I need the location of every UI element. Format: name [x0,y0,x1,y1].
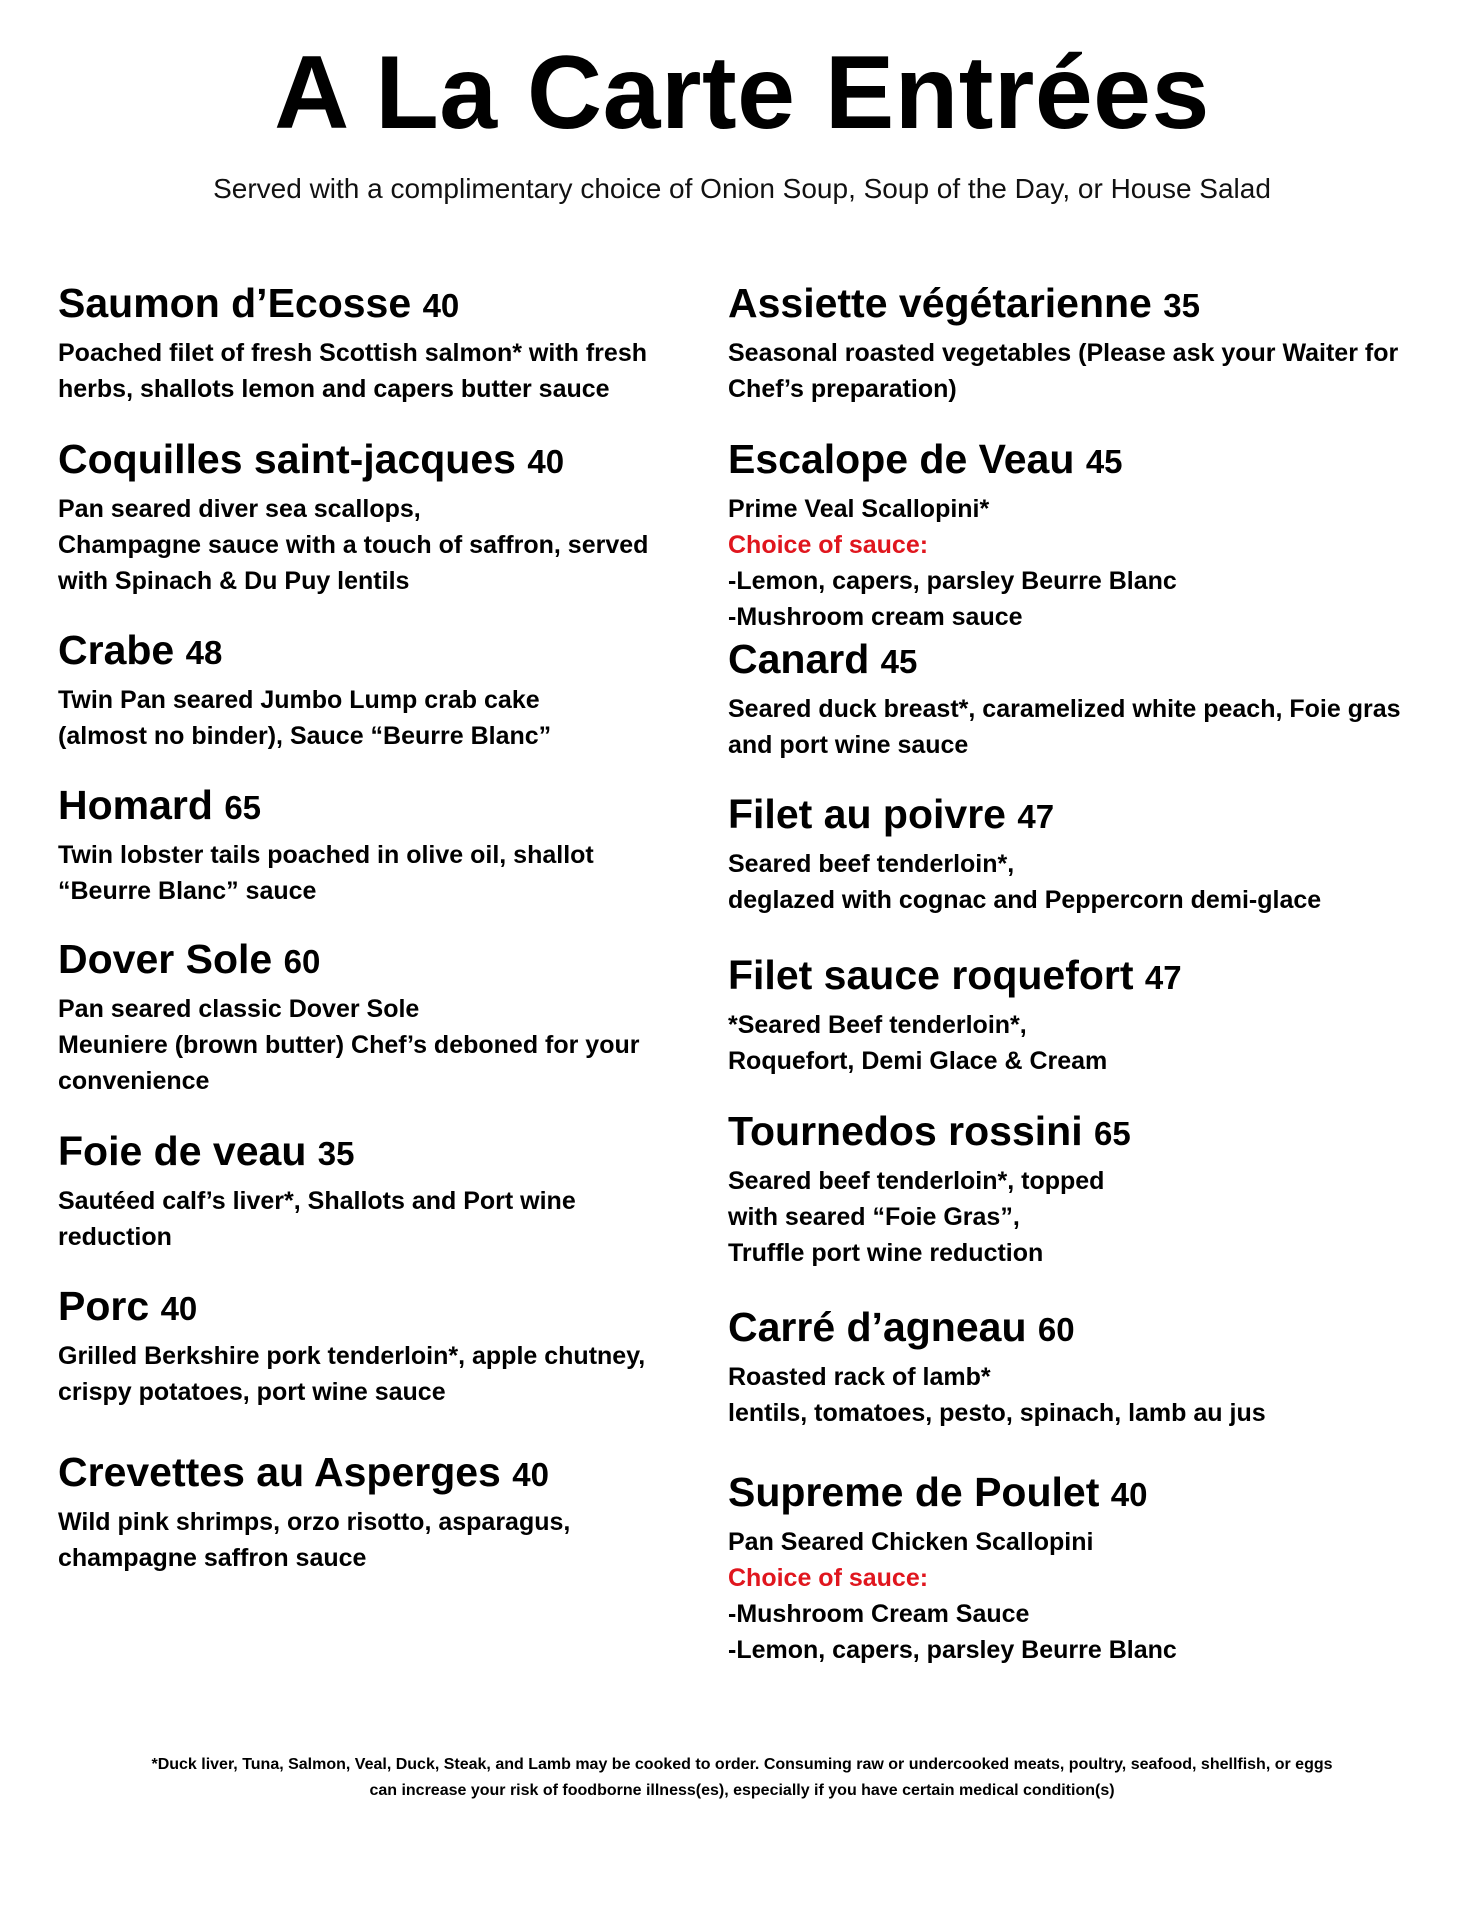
menu-item-name: Supreme de Poulet [728,1469,1100,1515]
menu-item [58,1281,758,1410]
menu-item-price: 47 [1144,959,1182,996]
menu-item [728,1302,1428,1431]
menu-item-name: Filet au poivre [728,791,1006,837]
menu-item-heading [728,789,1428,842]
menu-item-heading [728,278,1428,331]
menu-item-description [58,1504,758,1576]
menu-item [58,1126,758,1255]
menu-item-heading [728,634,1428,687]
menu-item-description [58,1338,758,1410]
menu-item-description [728,491,1428,635]
menu-item-price: 35 [1163,287,1200,324]
description-line: Truffle port wine reduction [728,1239,1044,1267]
menu-item-price: 60 [1037,1311,1075,1348]
menu-item-heading [58,934,758,987]
sauce-choice-label: Choice of sauce: [728,531,929,559]
description-line: “Beurre Blanc” sauce [58,877,317,905]
menu-item-description [728,1163,1428,1271]
menu-item-price: 45 [880,643,918,680]
menu-item-name: Assiette végétarienne [728,280,1152,326]
menu-item-description [728,1007,1428,1079]
description-line: and port wine sauce [728,731,969,759]
menu-item-price: 40 [527,443,565,480]
menu-item-price: 40 [1110,1476,1148,1513]
allergy-disclaimer [0,1752,1484,1804]
menu-item-description [728,1524,1428,1668]
menu-item-name: Crabe [58,627,175,673]
menu-title: A La Carte Entrées [274,35,1210,151]
menu-item-price: 45 [1085,443,1123,480]
menu-item [728,950,1428,1079]
menu-item-name: Tournedos rossini [728,1108,1083,1154]
menu-item-heading [58,278,758,331]
menu-item-heading [58,1126,758,1179]
disclaimer-line-2: can increase your risk of foodborne illness(es), especially if you have certain medical condition(s) [369,1782,1115,1799]
menu-item-price: 65 [1094,1115,1131,1152]
menu-item [728,1467,1428,1668]
menu-item-heading [58,625,758,678]
disclaimer-line-1: *Duck liver, Tuna, Salmon, Veal, Duck, Steak, and Lamb may be cooked to order. Consuming raw or undercooked meats, poultry, seafood, shellfish, or eggs [151,1756,1333,1773]
menu-item-price: 40 [160,1290,198,1327]
description-line: deglazed with cognac and Peppercorn demi-glace [728,886,1322,914]
sauce-choice-label: Choice of sauce: [728,1564,929,1592]
menu-item-name: Escalope de Veau [728,436,1075,482]
menu-item-description [728,335,1428,407]
menu-item [58,625,758,754]
description-line: Seasonal roasted vegetables (Please ask your Waiter for [728,339,1399,367]
menu-item-description [58,682,758,754]
menu-item-price: 48 [185,634,223,671]
menu-item-price: 40 [512,1456,549,1493]
description-line: with seared “Foie Gras”, [728,1203,1020,1231]
menu-item-description [58,1183,758,1255]
description-line: Sautéed calf’s liver*, Shallots and Port wine [58,1187,576,1215]
menu-item-heading [728,434,1428,487]
description-line: Meuniere (brown butter) Chef’s deboned for your [58,1031,640,1059]
menu-item-heading [58,780,758,833]
description-line: Roasted rack of lamb* [728,1363,991,1391]
menu-item-name: Carré d’agneau [728,1304,1027,1350]
menu-item-name: Foie de veau [58,1128,307,1174]
description-line: Twin Pan seared Jumbo Lump crab cake [58,686,540,714]
menu-item [728,1106,1428,1271]
menu-item-description [728,846,1428,918]
description-line: Chef’s preparation) [728,375,957,403]
menu-item-price: 65 [224,789,262,826]
description-line: Roquefort, Demi Glace & Cream [728,1047,1108,1075]
menu-item-name: Saumon d’Ecosse [58,280,412,326]
menu-item-description [58,837,758,909]
description-line: -Mushroom cream sauce [728,603,1023,631]
menu-item-price: 35 [317,1135,355,1172]
menu-item-heading [58,1281,758,1334]
menu-item [58,934,758,1099]
description-line: *Seared Beef tenderloin*, [728,1011,1027,1039]
description-line: Champagne sauce with a touch of saffron, served [58,531,649,559]
menu-item [58,278,758,407]
menu-item-description [58,335,758,407]
description-line: Grilled Berkshire pork tenderloin*, apple chutney, [58,1342,646,1370]
menu-item-description [58,491,758,599]
description-line: herbs, shallots lemon and capers butter sauce [58,375,610,403]
menu-item-name: Porc [58,1283,150,1329]
menu-item-price: 47 [1017,798,1055,835]
menu-item-heading [728,950,1428,1003]
description-line: crispy potatoes, port wine sauce [58,1378,446,1406]
description-line: Seared beef tenderloin*, topped [728,1167,1105,1195]
menu-item [58,780,758,909]
menu-item-name: Canard [728,636,870,682]
description-line: lentils, tomatoes, pesto, spinach, lamb au jus [728,1399,1266,1427]
menu-item-description [728,691,1428,763]
description-line: Poached filet of fresh Scottish salmon* with fresh [58,339,647,367]
menu-item-heading [58,1447,758,1500]
menu-item-heading [728,1467,1428,1520]
menu-item-heading [728,1106,1428,1159]
menu-item [728,278,1428,407]
menu-item-name: Coquilles saint-jacques [58,436,516,482]
description-line: Prime Veal Scallopini* [728,495,990,523]
menu-item-description [58,991,758,1099]
description-line: with Spinach & Du Puy lentils [58,567,410,595]
menu-subtitle: Served with a complimentary choice of Onion Soup, Soup of the Day, or House Salad [213,173,1271,204]
description-line: convenience [58,1067,210,1095]
menu-item-price: 60 [283,943,321,980]
menu-item [728,434,1428,635]
description-line: Seared beef tenderloin*, [728,850,1015,878]
menu-item-description [728,1359,1428,1431]
description-line: champagne saffron sauce [58,1544,367,1572]
menu-item [728,634,1428,763]
menu-item [58,1447,758,1576]
description-line: (almost no binder), Sauce “Beurre Blanc” [58,722,552,750]
menu-item-name: Crevettes au Asperges [58,1449,501,1495]
description-line: Twin lobster tails poached in olive oil, shallot [58,841,594,869]
description-line: -Lemon, capers, parsley Beurre Blanc [728,1636,1177,1664]
description-line: Pan seared diver sea scallops, [58,495,421,523]
menu-item-name: Filet sauce roquefort [728,952,1134,998]
menu-item-heading [58,434,758,487]
description-line: Wild pink shrimps, orzo risotto, asparagus, [58,1508,571,1536]
description-line: -Mushroom Cream Sauce [728,1600,1030,1628]
menu-item [728,789,1428,918]
menu-item-name: Homard [58,782,213,828]
description-line: Seared duck breast*, caramelized white peach, Foie gras [728,695,1401,723]
menu-item-heading [728,1302,1428,1355]
description-line: -Lemon, capers, parsley Beurre Blanc [728,567,1177,595]
menu-item-price: 40 [422,287,460,324]
menu-item-name: Dover Sole [58,936,273,982]
menu-item [58,434,758,599]
description-line: Pan seared classic Dover Sole [58,995,420,1023]
description-line: Pan Seared Chicken Scallopini [728,1528,1094,1556]
description-line: reduction [58,1223,172,1251]
